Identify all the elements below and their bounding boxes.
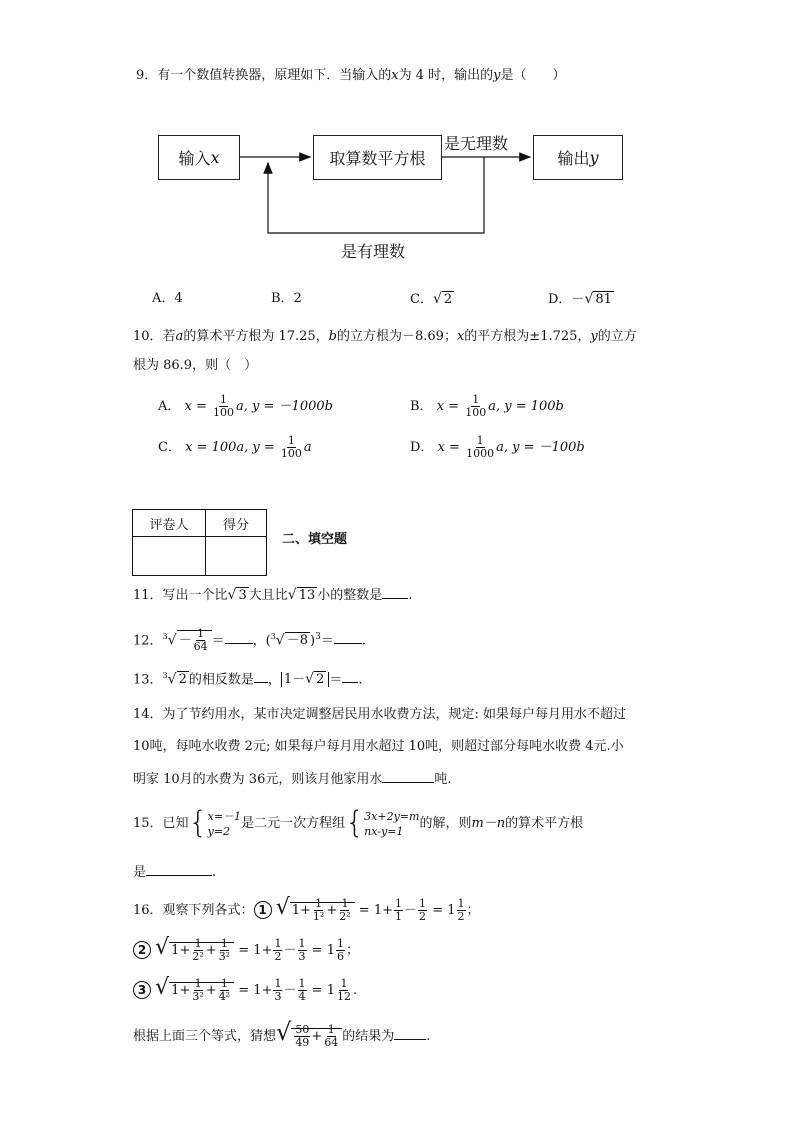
output-box: 输出 y [533,135,623,180]
section-title: 二、填空题 [282,532,348,547]
q12-answer-blank-1[interactable] [225,629,253,644]
q10-stem-line2: 根为 86.9，则（ ） [133,358,258,373]
label-irrational: 是无理数 [444,134,509,153]
arrow-loop-back [268,157,484,233]
q10-option-a: A． x = $\frac{1}{100}$ a, y = －1000b [158,393,333,419]
q9-option-b: B．2 [271,291,302,306]
q10-option-d: D． x = $\frac{1}{1000}$ a, y = －100b [410,434,585,460]
score-table-cell-score[interactable] [206,537,267,576]
q10-option-b: B． x = $\frac{1}{100}$ a, y = 100b [410,393,564,419]
q9-option-a: A．4 [152,291,183,306]
q16-question: 根据上面三个等式，猜想√ $\frac{50}{49}$ + $\frac{1}{64}$ 的结果为 . [133,1018,431,1049]
q16-line2: 2 √ 1+ $\frac{1}{\text{2²}}$ + $\frac{1}{\text{3²}}$ = 1+ $\frac{1}{2}$ － $\frac{1}{3}$ = 1 $\frac{1}{6}$ ； [133,932,359,967]
q11: 11．写出一个比√ 3 大且比√ 13 小的整数是 . [133,584,412,606]
process-box: 取算数平方根 [313,135,442,180]
score-table-header-grader: 评卷人 [133,510,206,537]
q9-option-c: C．√ 2 [410,291,453,307]
q16-line3: 3 √ 1+ $\frac{1}{\text{3²}}$ + $\frac{1}{\text{4²}}$ = 1+ $\frac{1}{3}$ － $\frac{1}{4}$ = 1 $\frac{1}{12}$ . [133,972,357,1007]
q9-option-d: D．－√ 81 [548,291,612,307]
q16-answer-blank[interactable] [394,1025,426,1040]
q10-stem-line1: 10．若a的算术平方根为 17.25，b的立方根为－8.69；x的平方根为±1.725，y的立方 [133,329,637,344]
q14-answer-blank[interactable] [382,768,434,783]
score-table [132,509,267,576]
input-box: 输入 x [158,135,240,180]
q12-answer-blank-2[interactable] [334,629,362,644]
q13-answer-blank-2[interactable] [342,668,358,683]
q9-stem: 9．有一个数值转换器，原理如下．当输入的x为 4 时，输出的y是（ ） [136,68,566,83]
q11-answer-blank[interactable] [382,584,408,599]
q15-answer-blank[interactable] [146,861,212,876]
q16-line1: 16．观察下列各式： 1 √ 1+ $\frac{1}{\text{1²}}$ + $\frac{1}{\text{2²}}$ = 1+ $\frac{1}{1}$ － $\frac{1}{2}$ = 1 $\frac{1}{2}$ ； [133,895,480,923]
q14-line3: 明家 10月的水费为 36元，则该月他家用水 吨. [133,768,452,790]
q12: 12．$^3$√ － $\frac{1}{64}$ ＝ ，($^3$√ －8 )$^3$＝ . [133,627,366,654]
q13-answer-blank-1[interactable] [254,668,268,683]
score-table-cell-grader[interactable] [133,537,206,576]
q13: 13．$^3$√ 2 的相反数是 ， 1－√ 2 ＝ . [133,666,363,690]
score-table-header-score: 得分 [206,510,267,537]
q15-line2: 是 . [133,861,216,883]
q15-line1: 15．已知{ x=－1 y=2 是二元一次方程组{ 3x+2y=m nx-y=1 的解，则m－n的算术平方根 [133,805,584,841]
q14-line2: 10吨，每吨水收费 2元; 如果每户每月用水超过 10吨，则超过部分每吨水收费 4元.小 [133,739,624,754]
q10-option-c: C． x = 100a, y = $\frac{1}{100}$ a [158,434,312,460]
q14-line1: 14．为了节约用水，某市决定调整居民用水收费方法，规定: 如果每户每月用水不超过 [133,707,627,722]
label-rational: 是有理数 [341,242,406,261]
